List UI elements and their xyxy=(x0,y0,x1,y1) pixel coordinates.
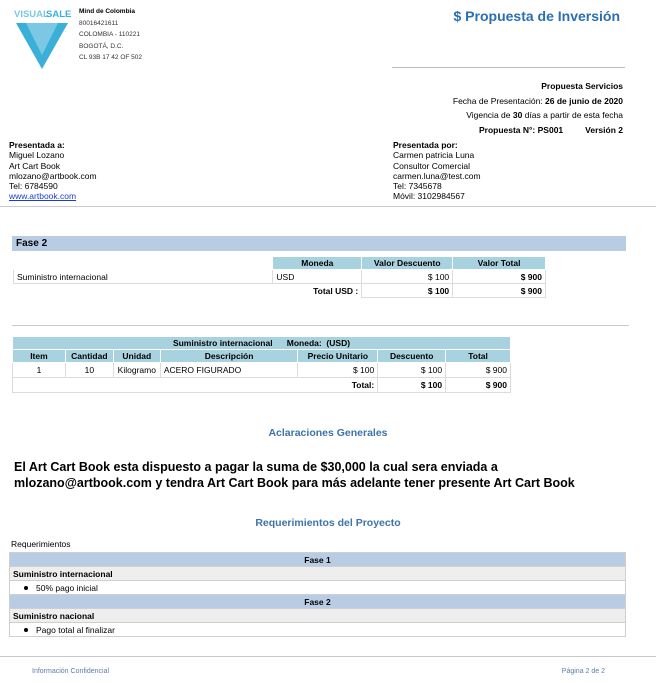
list-item: 50% pago inicial xyxy=(10,581,626,595)
company-name: Mind de Colombia xyxy=(79,8,135,15)
req-phase-1: Fase 1 xyxy=(10,553,626,567)
date-label: Fecha de Presentación: xyxy=(452,95,543,106)
table-divider xyxy=(12,325,629,326)
title-divider xyxy=(392,67,625,68)
section-divider xyxy=(0,206,656,207)
company-address: CL 93B 17 42 OF 502 xyxy=(79,54,142,62)
company-location: COLOMBIA - 110221 xyxy=(79,31,140,39)
detail-total-row xyxy=(13,378,511,393)
requirements-label: Requerimientos xyxy=(11,539,71,549)
company-logo xyxy=(12,5,72,71)
table-header-row xyxy=(14,257,546,270)
presented-to xyxy=(9,140,97,202)
detail-header-row: Item Cantidad Unidad Descripción Precio Unitario Descuento Total xyxy=(13,350,511,363)
presented-by-header: Presentada por: xyxy=(393,140,458,150)
client-web-link[interactable]: www.artbook.com xyxy=(9,191,77,202)
table-row xyxy=(14,270,546,284)
total-discount: $ 100 xyxy=(362,284,453,298)
row-total: $ 900 xyxy=(453,270,546,284)
company-city: BOGOTÁ, D.C. xyxy=(79,42,124,50)
consultant-tel: Tel: 7345678 xyxy=(393,181,442,192)
bullet-icon xyxy=(24,586,28,590)
table-row: 1 10 Kilogramo ACERO FIGURADO $ 100 $ 100 $ 900 xyxy=(13,363,511,378)
req-item-1: Suministro internacional xyxy=(10,567,626,581)
proposal-meta xyxy=(380,79,623,137)
req-item-2: Suministro nacional xyxy=(10,609,626,623)
validity-pre: Vigencia de xyxy=(466,110,511,120)
date-value: 26 de junio de 2020 xyxy=(545,95,623,106)
client-email: mlozano@artbook.com xyxy=(9,170,97,181)
phase-title: Fase 2 xyxy=(12,236,626,251)
row-discount: $ 100 xyxy=(362,270,453,284)
row-currency: USD xyxy=(273,270,362,284)
detail-caption: Suministro internacional Moneda: (USD) xyxy=(13,337,511,350)
consultant-role: Consultor Comercial xyxy=(393,160,470,171)
total-row xyxy=(14,284,546,298)
proposal-version: Versión 2 xyxy=(585,124,623,135)
detail-total-label: Total: xyxy=(13,378,378,393)
document-title: $ Propuesta de Inversión xyxy=(453,8,620,24)
req-phase-2: Fase 2 xyxy=(10,595,626,609)
requirements-table xyxy=(9,552,626,637)
logo-text-1: VISUAL xyxy=(14,9,49,20)
footer-divider xyxy=(0,656,656,657)
consultant-mobile: Móvil: 3102984567 xyxy=(393,191,465,202)
detail-total-value: $ 900 xyxy=(446,378,511,393)
requirements-title: Requerimientos del Proyecto xyxy=(255,517,401,529)
client-name: Miguel Lozano xyxy=(9,150,65,161)
detail-table xyxy=(12,336,511,393)
client-tel: Tel: 6784590 xyxy=(9,181,58,192)
list-item: Pago total al finalizar xyxy=(10,623,626,637)
bullet-icon xyxy=(24,628,28,632)
clarifications-title: Aclaraciones Generales xyxy=(268,427,388,439)
company-info xyxy=(79,6,142,64)
consultant-name: Carmen patricia Luna xyxy=(393,150,475,161)
phase-summary-table xyxy=(13,256,546,298)
logo-text-2: SALE xyxy=(46,9,72,20)
total-value: $ 900 xyxy=(453,284,546,298)
footer-confidential: Información Confidencial xyxy=(32,668,110,675)
detail-total-discount: $ 100 xyxy=(378,378,446,393)
company-nit: 80016421611 xyxy=(79,19,119,27)
client-company: Art Cart Book xyxy=(9,160,61,171)
header-currency: Moneda xyxy=(273,257,362,270)
clarifications-text: El Art Cart Book esta dispuesto a pagar la suma de $30,000 la cual sera enviada a mlozano@artbook.com y tendra Art Cart Book para más adelante tener presente Art Cart Book xyxy=(14,460,575,490)
header-total: Valor Total xyxy=(453,257,546,270)
presented-to-header: Presentada a: xyxy=(9,140,65,150)
footer-page-number: Página 2 de 2 xyxy=(561,668,605,675)
validity-post: días a partir de esta fecha xyxy=(524,110,623,120)
header-discount: Valor Descuento xyxy=(362,257,453,270)
total-label: Total USD : xyxy=(313,285,359,296)
proposal-subtitle: Propuesta Servicios xyxy=(541,81,623,91)
consultant-email: carmen.luna@test.com xyxy=(393,170,481,181)
proposal-number: Propuesta N°: PS001 xyxy=(478,124,564,135)
row-item: Suministro internacional xyxy=(14,270,273,284)
validity-days: 30 xyxy=(512,110,523,120)
presented-by xyxy=(393,140,481,202)
